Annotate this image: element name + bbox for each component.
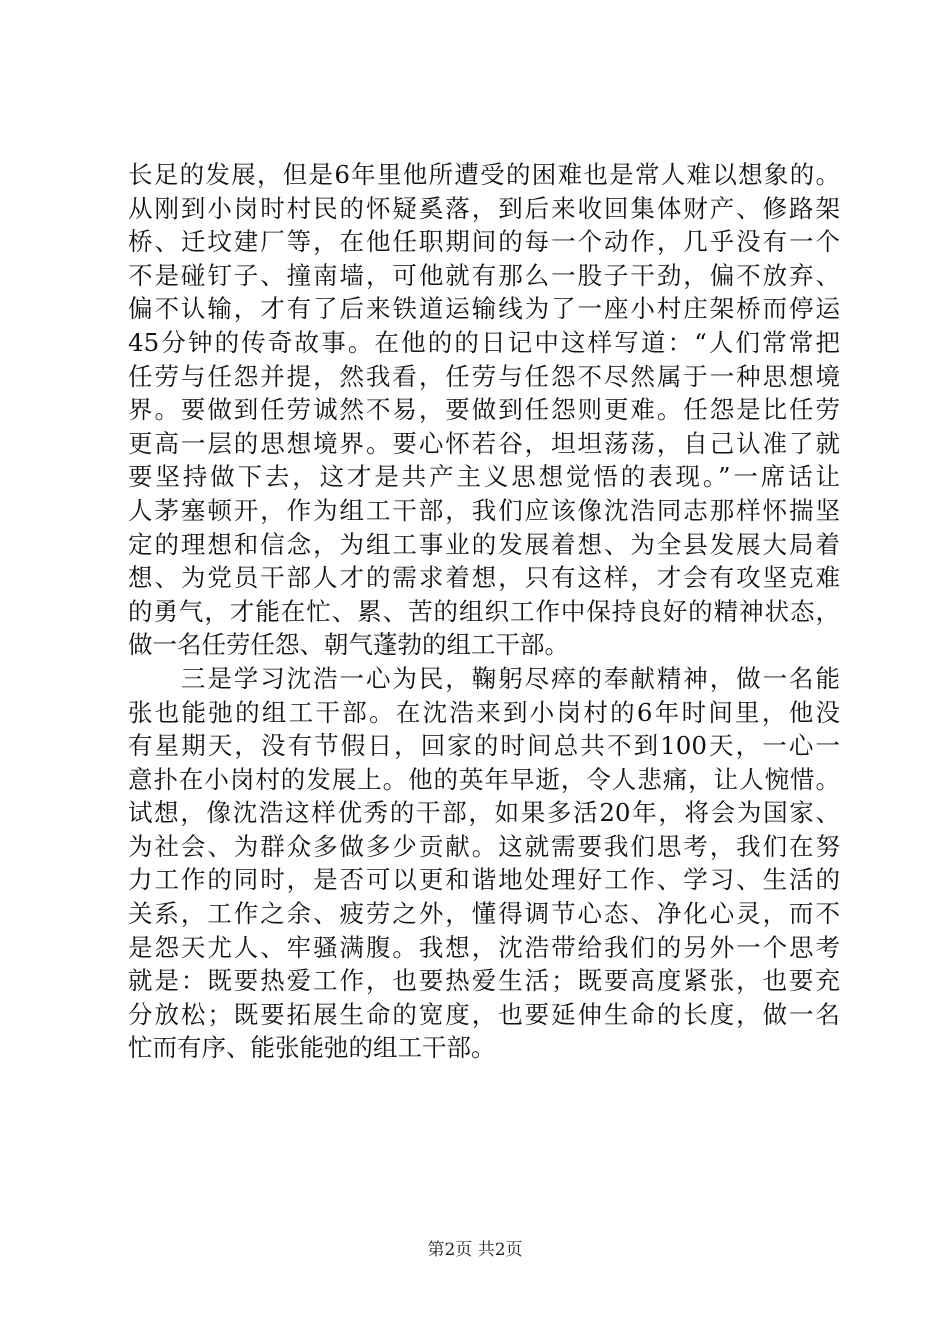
text-line: 桥、迁坟建厂等，在他任职期间的每一个动作，几乎没有一个 [128,227,840,257]
text-line: 更高一层的思想境界。要心怀若谷，坦坦荡荡，自己认准了就 [128,428,840,458]
text-line: 想、为党员干部人才的需求着想，只有这样，才会有攻坚克难 [128,563,840,593]
text-line: 为社会、为群众多做多少贡献。这就需要我们思考，我们在努 [128,831,840,861]
text-line: 45分钟的传奇故事。在他的的日记中这样写道：“人们常常把 [128,327,840,357]
paragraph [128,158,840,662]
text-line: 的勇气，才能在忙、累、苦的组织工作中保持良好的精神状态， [128,596,840,626]
text-line: 意扑在小岗村的发展上。他的英年早逝，令人悲痛，让人惋惜。 [128,764,840,794]
text-line: 忙而有序、能张能弛的组工干部。 [128,1033,496,1063]
text-line: 张也能弛的组工干部。在沈浩来到小岗村的6年时间里，他没 [128,697,840,727]
text-line: 偏不认输，才有了后来铁道运输线为了一座小村庄架桥而停运 [128,294,840,324]
text-line: 关系，工作之余、疲劳之外，懂得调节心态、净化心灵，而不 [128,899,840,929]
text-line: 就是：既要热爱工作，也要热爱生活；既要高度紧张，也要充 [128,966,840,996]
body-text [128,158,840,1065]
text-line: 有星期天，没有节假日，回家的时间总共不到100天，一心一 [128,731,840,761]
text-line: 要坚持做下去，这才是共产主义思想觉悟的表现。”一席话让 [128,462,840,492]
page-footer: 第2页 共2页 [427,1240,523,1260]
paragraph [128,662,840,1065]
text-line: 三是学习沈浩一心为民，鞠躬尽瘁的奉献精神，做一名能 [128,663,840,693]
text-line: 不是碰钉子、撞南墙，可他就有那么一股子干劲，偏不放弃、 [128,260,840,290]
text-line: 从刚到小岗时村民的怀疑奚落，到后来收回集体财产、修路架 [128,193,840,223]
text-line: 分放松；既要拓展生命的宽度，也要延伸生命的长度，做一名 [128,999,840,1029]
text-line: 做一名任劳任怨、朝气蓬勃的组工干部。 [128,630,569,660]
text-line: 界。要做到任劳诚然不易，要做到任怨则更难。任怨是比任劳 [128,395,840,425]
text-line: 力工作的同时，是否可以更和谐地处理好工作、学习、生活的 [128,865,840,895]
text-line: 任劳与任怨并提，然我看，任劳与任怨不尽然属于一种思想境 [128,361,840,391]
text-line: 试想，像沈浩这样优秀的干部，如果多活20年，将会为国家、 [128,798,840,828]
text-line: 人茅塞顿开，作为组工干部，我们应该像沈浩同志那样怀揣坚 [128,495,840,525]
text-line: 定的理想和信念，为组工事业的发展着想、为全县发展大局着 [128,529,840,559]
text-line: 长足的发展，但是6年里他所遭受的困难也是常人难以想象的。 [128,160,840,189]
text-line: 是怨天尤人、牢骚满腹。我想，沈浩带给我们的另外一个思考 [128,932,840,962]
